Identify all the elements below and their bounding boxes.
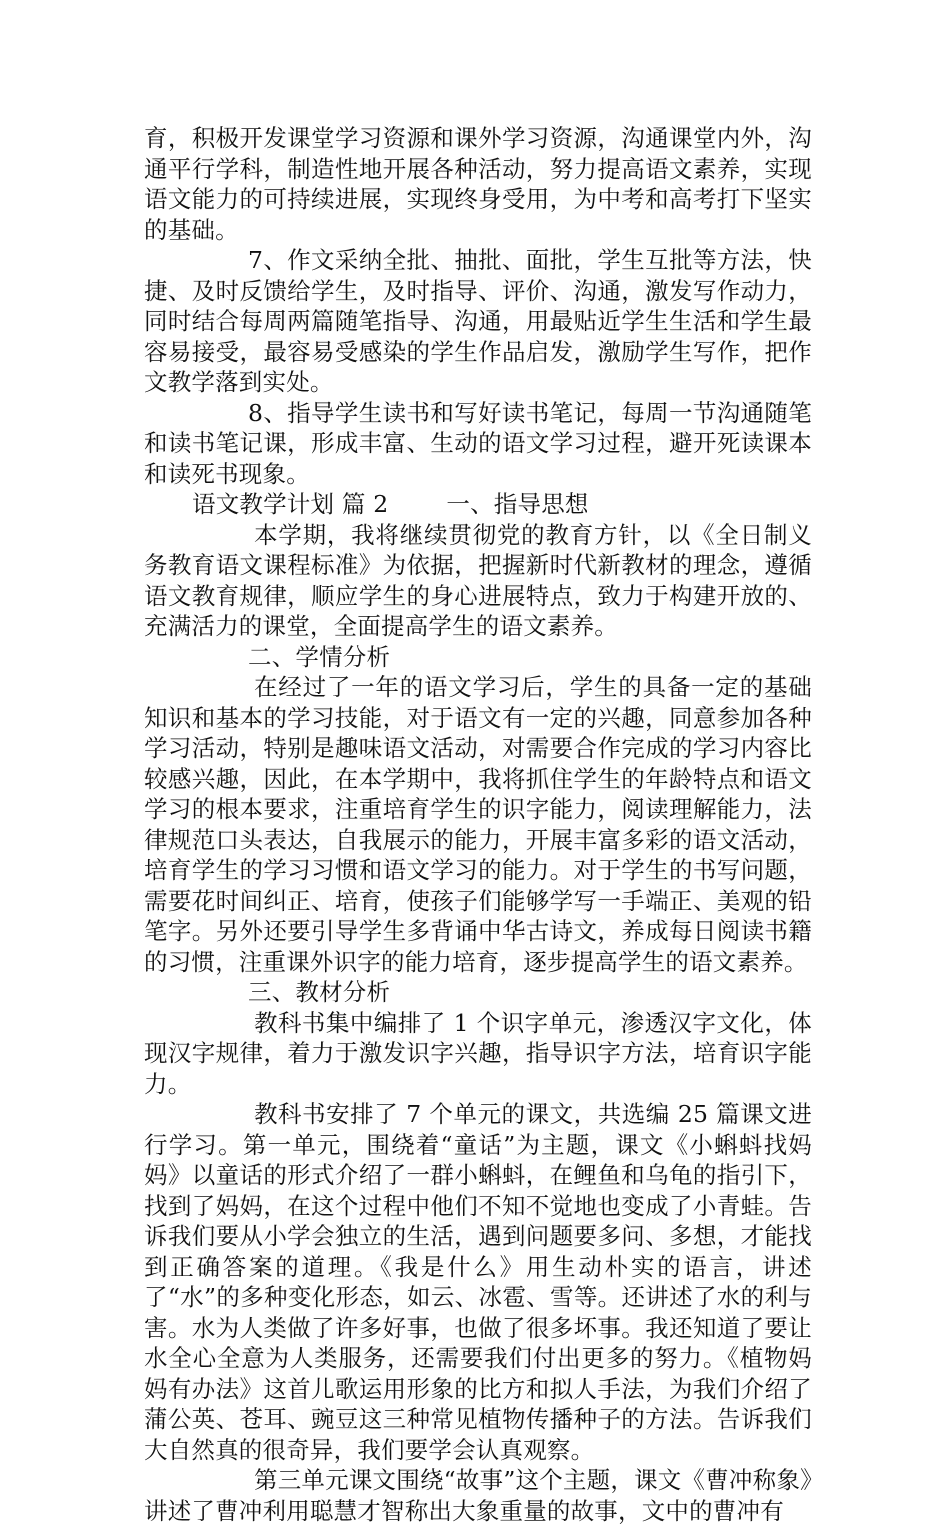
- heading-textbook-analysis: 三、教材分析: [248, 978, 391, 1006]
- heading-guiding-ideology: 一、指导思想: [446, 490, 589, 518]
- paragraph: 教科书集中编排了 1 个识字单元，渗透汉字文化，体现汉字规律，着力于激发识字兴趣，指导识字方法，培育识字能力。: [144, 1008, 812, 1098]
- paragraph: 在经过了一年的语文学习后，学生的具备一定的基础知识和基本的学习技能，对于语文有一定的兴趣，同意参加各种学习活动，特别是趣味语文活动，对需要合作完成的学习内容比较感兴趣，因此，在本学期中，我将抓住学生的年龄特点和语文学习的根本要求，注重培育学生的识字能力，阅读理解能力，法律规范口头表达，自我展示的能力，开展丰富多彩的语文活动，培育学生的学习习惯和语文学习的能力。对于学生的书写问题，需要花时间纠正、培育，使孩子们能够学写一手端正、美观的铅笔字。另外还要引导学生多背诵中华古诗文，养成每日阅读书籍的习惯，注重课外识字的能力培育，逐步提高学生的语文素养。: [144, 673, 812, 976]
- paragraph: 8、指导学生读书和写好读书笔记，每周一节沟通随笔和读书笔记课，形成丰富、生动的语文学习过程，避开死读课本和读死书现象。: [144, 398, 812, 488]
- section-heading-line: [144, 489, 812, 520]
- paragraph: 育，积极开发课堂学习资源和课外学习资源，沟通课堂内外，沟通平行学科，制造性地开展各种活动，努力提高语文素养，实现语文能力的可持续进展，实现终身受用，为中考和高考打下坚实的基础。: [144, 124, 812, 244]
- document-body: [144, 123, 812, 1526]
- paragraph: 本学期，我将继续贯彻党的教育方针，以《全日制义务教育语文课程标准》为依据，把握新时代新教材的理念，遵循语文教育规律，顺应学生的身心进展特点，致力于构建开放的、充满活力的课堂，全面提高学生的语文素养。: [144, 520, 812, 640]
- section-title: 语文教学计划 篇 2: [192, 490, 389, 518]
- paragraph: 7、作文采纳全批、抽批、面批，学生互批等方法，快捷、及时反馈给学生，及时指导、评价、沟通，激发写作动力，同时结合每周两篇随笔指导、沟通，用最贴近学生生活和学生最容易接受，最容易受感染的学生作品启发，激励学生写作，把作文教学落到实处。: [144, 246, 812, 396]
- paragraph: 教科书安排了 7 个单元的课文，共选编 25 篇课文进行学习。第一单元，围绕着“童话”为主题，课文《小蝌蚪找妈妈》以童话的形式介绍了一群小蝌蚪，在鲤鱼和乌龟的指引下，找到了妈妈，在这个过程中他们不知不觉地也变成了小青蛙。告诉我们要从小学会独立的生活，遇到问题要多问、多想，才能找到正确答案的道理。《我是什么》用生动朴实的语言，讲述了“水”的多种变化形态，如云、冰雹、雪等。还讲述了水的利与害。水为人类做了许多好事，也做了很多坏事。我还知道了要让水全心全意为人类服务，还需要我们付出更多的努力。《植物妈妈有办法》这首儿歌运用形象的比方和拟人手法，为我们介绍了蒲公英、苍耳、豌豆这三种常见植物传播种子的方法。告诉我们大自然真的很奇异，我们要学会认真观察。: [144, 1100, 812, 1464]
- paragraph: 第三单元课文围绕“故事”这个主题，课文《曹冲称象》讲述了曹冲利用聪慧才智称出大象重量的故事，文中的曹冲有: [144, 1466, 812, 1525]
- heading-student-analysis: 二、学情分析: [248, 642, 391, 671]
